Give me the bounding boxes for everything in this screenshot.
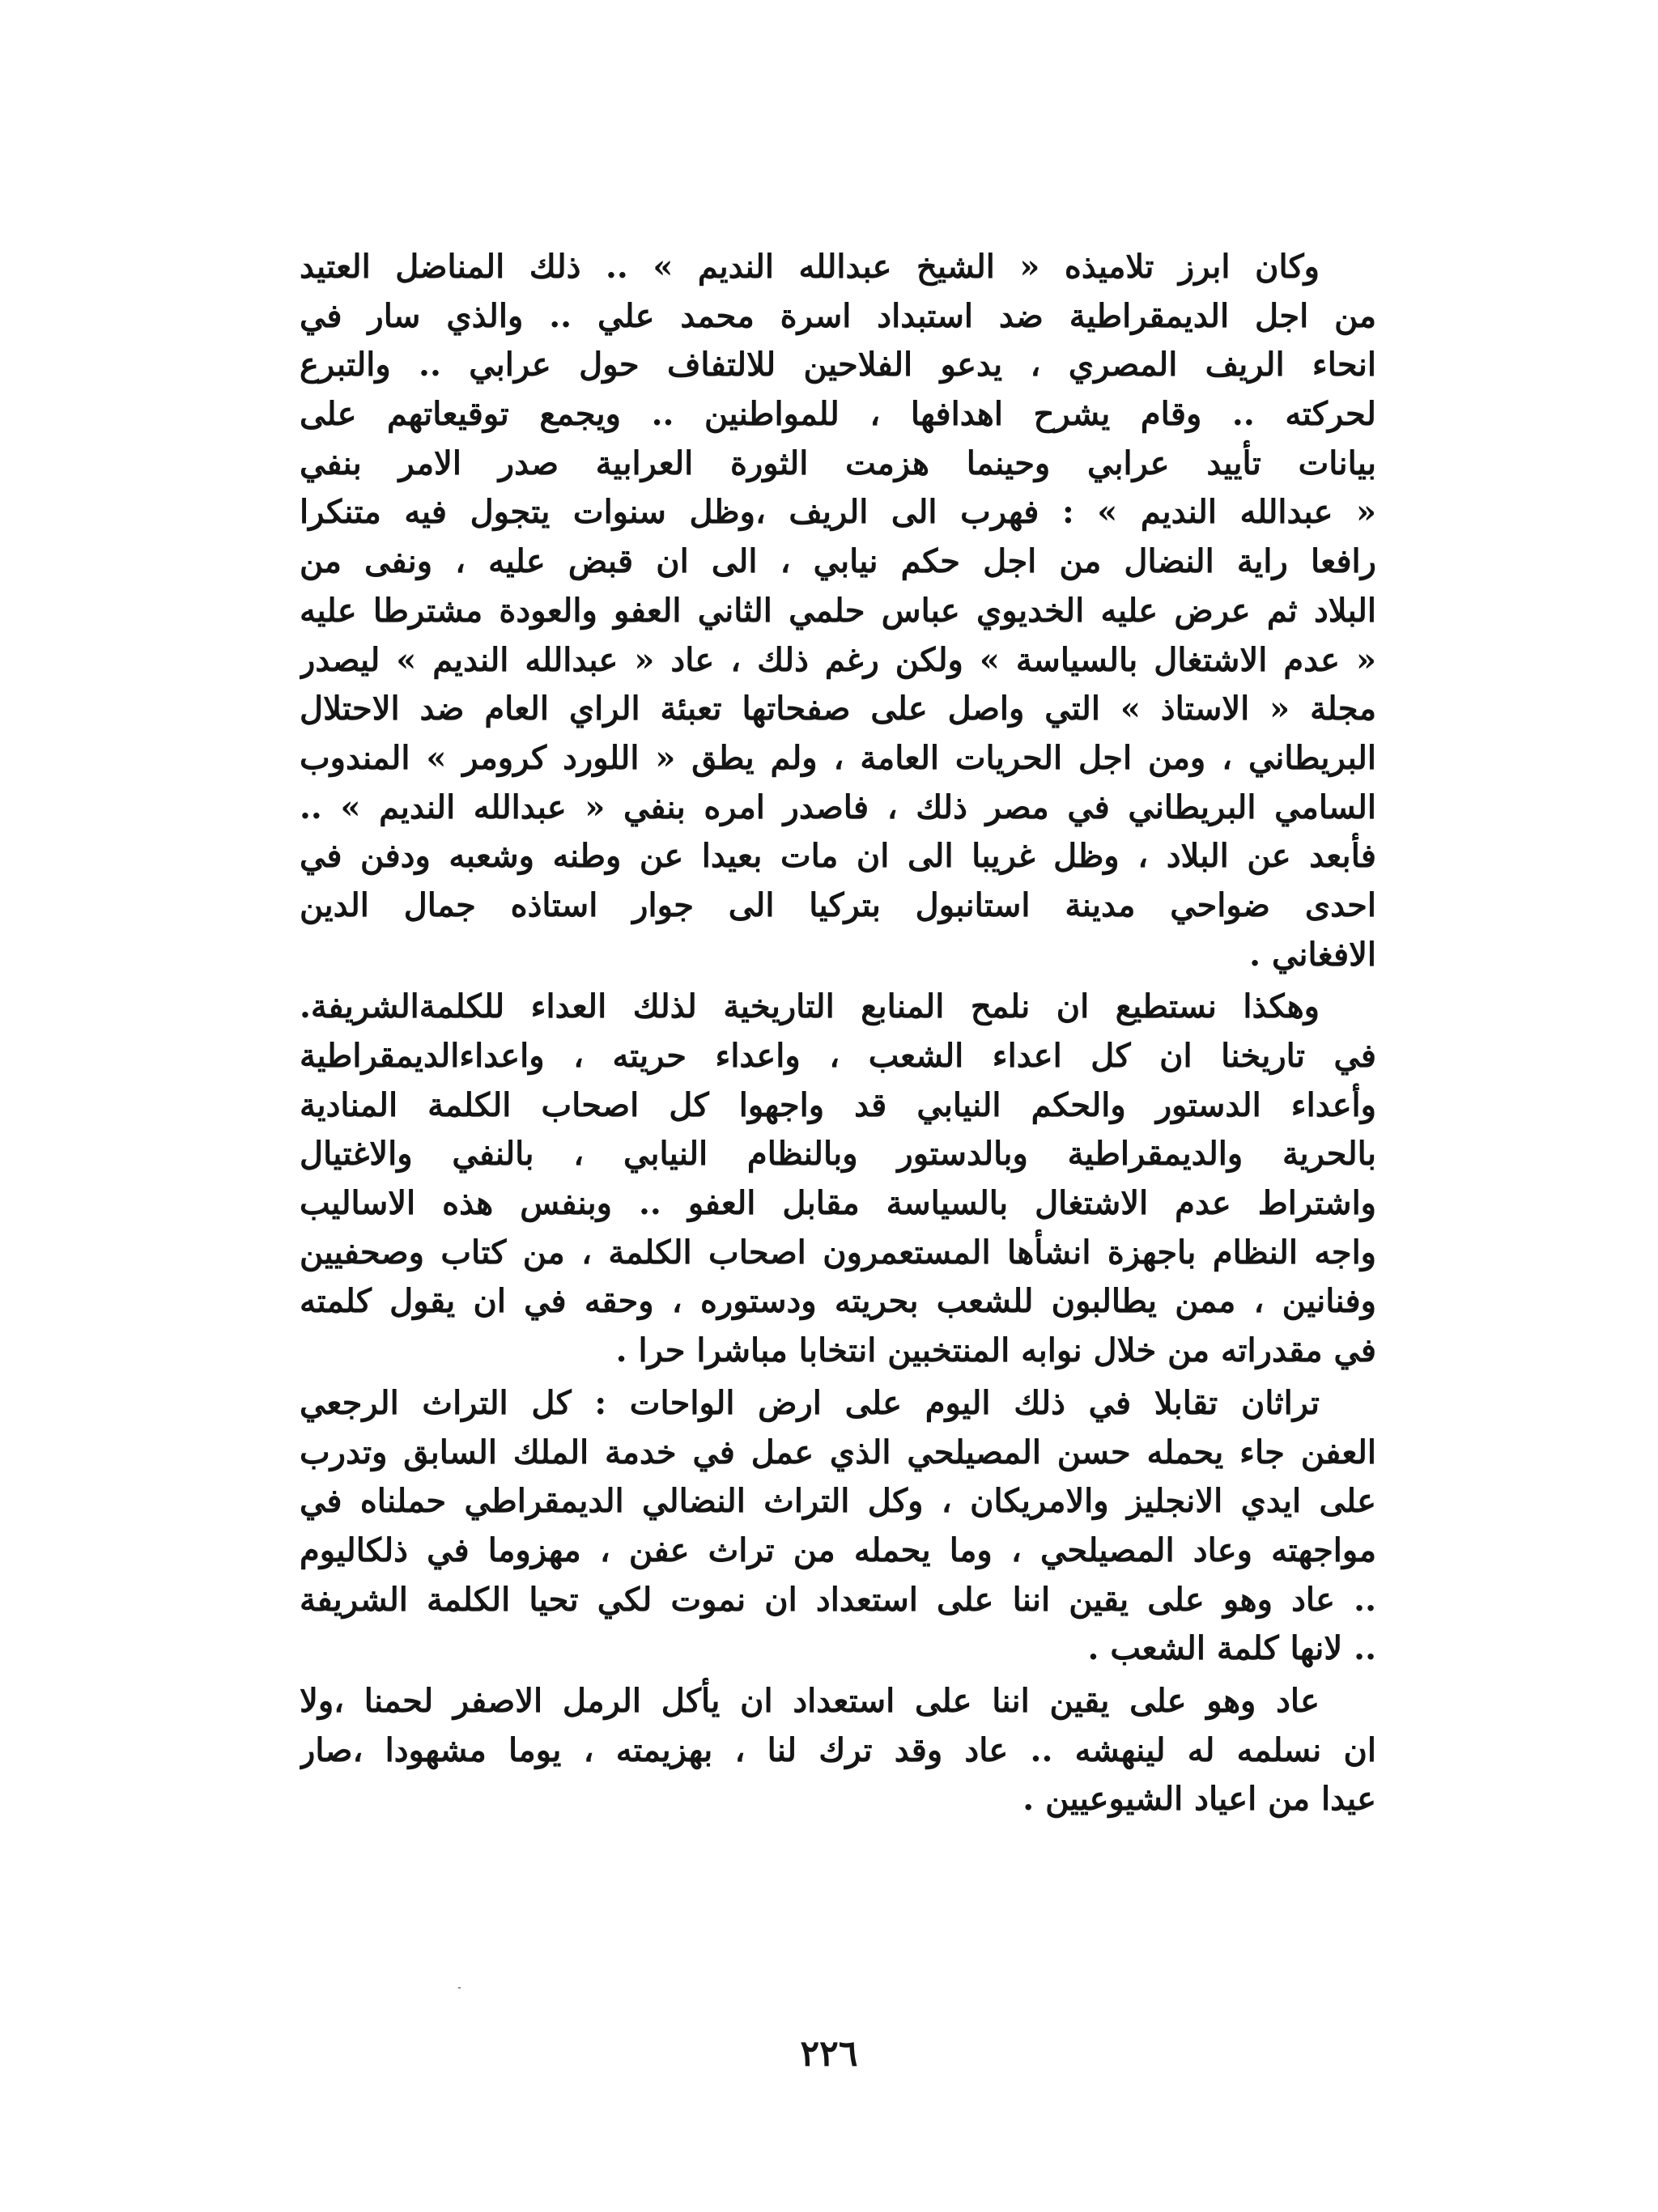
text-line: البريطاني ، ومن اجل الحريات العامة ، ولم يطق « اللورد كرومر » المندوب (300, 738, 1376, 777)
text-line: احدى ضواحي مدينة استانبول بتركيا الى جوار استاذه جمال الدين (300, 885, 1376, 924)
text-line: السامي البريطاني في مصر ذلك ، فاصدر امره بنفي « عبدالله النديم » .. (300, 788, 1376, 826)
text-line: انحاء الريف المصري ، يدعو الفلاحين للالتفاف حول عرابي .. والتبرع (300, 346, 1376, 384)
text-line: .. لانها كلمة الشعب . (1087, 1629, 1376, 1668)
text-line: فأبعد عن البلاد ، وظل غريبا الى ان مات بعيدا عن وطنه وشعبه ودفن في (300, 837, 1376, 876)
text-line: الافغاني . (1249, 935, 1376, 974)
body-text (300, 243, 1376, 1824)
text-line: بالحرية والديمقراطية وبالدستور وبالنظام النيابي ، بالنفي والاغتيال (300, 1135, 1376, 1174)
paragraph (300, 1677, 1376, 1824)
text-line: لحركته .. وقام يشرح اهدافها ، للمواطنين .. ويجمع توقيعاتهم على (300, 395, 1376, 434)
text-line: عيدا من اعياد الشيوعيين . (1022, 1780, 1376, 1819)
text-line: عاد وهو على يقين اننا على استعداد ان يأكل الرمل الاصفر لحمنا ،ولا (300, 1681, 1320, 1720)
text-line: مواجهته وعاد المصيلحي ، وما يحمله من تراث عفن ، مهزوما في ذلكاليوم (300, 1531, 1376, 1569)
text-line: العفن جاء يحمله حسن المصيلحي الذي عمل في خدمة الملك السابق وتدرب (300, 1433, 1376, 1471)
page-number: ٢٢٦ (800, 2033, 858, 2074)
text-line: رافعا راية النضال من اجل حكم نيابي ، الى ان قبض عليه ، ونفى من (300, 542, 1376, 581)
text-line: تراثان تقابلا في ذلك اليوم على ارض الواحات : كل التراث الرجعي (300, 1383, 1320, 1422)
text-line: على ايدي الانجليز والامريكان ، وكل التراث النضالي الديمقراطي حملناه في (300, 1482, 1376, 1521)
text-line: البلاد ثم عرض عليه الخديوي عباس حلمي الثاني العفو والعودة مشترطا عليه (300, 591, 1376, 630)
text-line: من اجل الديمقراطية ضد استبداد اسرة محمد علي .. والذي سار في (300, 296, 1376, 335)
text-line: في مقدراته من خلال نوابه المنتخبين انتخابا مباشرا حرا . (615, 1331, 1376, 1370)
text-line: وكان ابرز تلاميذه « الشيخ عبدالله النديم » .. ذلك المناضل العتيد (300, 248, 1320, 286)
text-line: واجه النظام باجهزة انشأها المستعمرون اصحاب الكلمة ، من كتاب وصحفيين (300, 1233, 1376, 1272)
text-line: وهكذا نستطيع ان نلمح المنابع التاريخية لذلك العداء للكلمةالشريفة. (300, 987, 1320, 1026)
scan-mark (458, 1987, 461, 1989)
paragraph (300, 243, 1376, 979)
text-line: ان نسلمه له لينهشه .. عاد وقد ترك لنا ، بهزيمته ، يوما مشهودا ،صار (300, 1730, 1376, 1769)
paragraph (300, 983, 1376, 1376)
text-line: بيانات تأييد عرابي وحينما هزمت الثورة العرابية صدر الامر بنفي (300, 444, 1376, 482)
paragraph (300, 1379, 1376, 1674)
text-line: .. عاد وهو على يقين اننا على استعداد ان نموت لكي تحيا الكلمة الشريفة (300, 1580, 1376, 1619)
text-line: « عبدالله النديم » : فهرب الى الريف ،وظل سنوات يتجول فيه متنكرا (300, 493, 1376, 532)
text-line: وأعداء الدستور والحكم النيابي قد واجهوا كل اصحاب الكلمة المنادية (300, 1085, 1376, 1124)
text-line: مجلة « الاستاذ » التي واصل على صفحاتها تعبئة الراي العام ضد الاحتلال (300, 690, 1376, 728)
text-line: « عدم الاشتغال بالسياسة » ولكن رغم ذلك ، عاد « عبدالله النديم » ليصدر (300, 640, 1376, 679)
text-line: في تاريخنا ان كل اعداء الشعب ، واعداء حريته ، واعداءالديمقراطية (300, 1037, 1376, 1075)
text-line: واشتراط عدم الاشتغال بالسياسة مقابل العفو .. وبنفس هذه الاساليب (300, 1184, 1376, 1223)
text-line: وفنانين ، ممن يطالبون للشعب بحريته ودستوره ، وحقه في ان يقول كلمته (300, 1282, 1376, 1321)
